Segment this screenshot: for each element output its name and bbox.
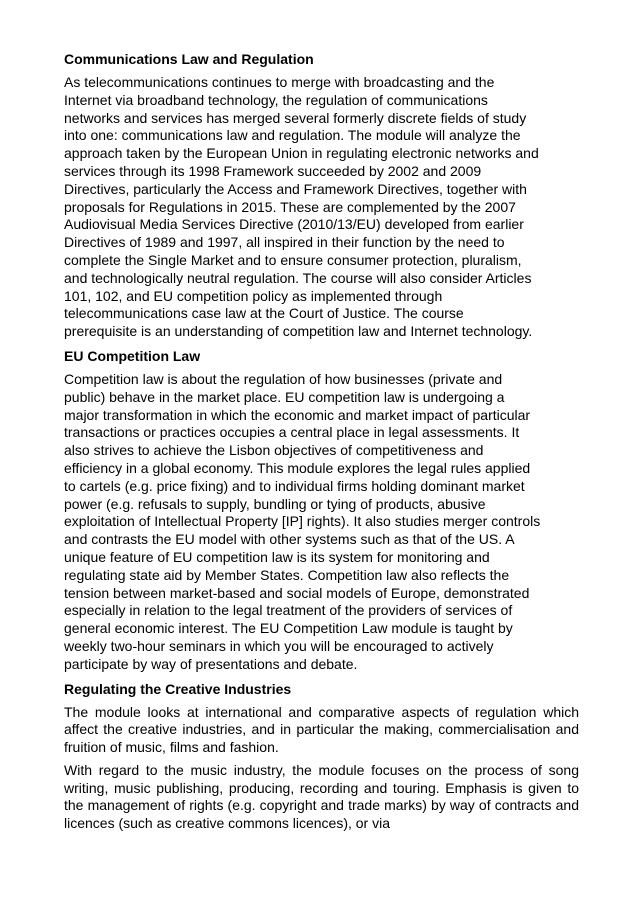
section-heading: EU Competition Law — [64, 347, 201, 364]
section-heading: Communications Law and Regulation — [64, 51, 314, 67]
section-creative-industries — [64, 679, 579, 834]
section-heading: Regulating the Creative Industries — [64, 680, 292, 697]
section-paragraph: Competition law is about the regulation of how businesses (private and public) behave in the market place. EU competition law is undergoing a major transformation in which the economic and market impact of particular transactions or practices occupies a central place in legal assessments. It also strives to achieve the Lisbon objectives of competitiveness and efficiency in a global economy. This module explores the legal rules applied to cartels (e.g. price fixing) and to individual firms holding dominant market power (e.g. refusals to supply, bundling or tying of products, abusive exploitation of Intellectual Property [IP] rights). It also studies merger controls and contrasts the EU model with other systems such as that of the US. A unique feature of EU competition law is its system for monitoring and regulating state aid by Member States. Competition law also reflects the tension between market-based and social models of Europe, demonstrated especially in relation to the legal treatment of the providers of services of general economic interest. The EU Competition Law module is taught by weekly two-hour seminars in which you will be encouraged to actively participate by way of presentations and debate. — [64, 370, 541, 672]
section-paragraph: The module looks at international and comparative aspects of regulation which affect the creative industries, and in particular the making, commercialisation and fruition of music, films and fashion. — [64, 703, 579, 756]
document-page — [64, 49, 579, 838]
section-paragraph: With regard to the music industry, the module focuses on the process of song writing, music publishing, producing, recording and touring. Emphasis is given to the management of rights (e.g. copyright and trade marks) by way of contracts and licences (such as creative commons licences), or via — [64, 761, 579, 832]
section-paragraph: As telecommunications continues to merge with broadcasting and the Internet via broadband technology, the regulation of communications networks and services has merged several formerly discrete fields of study into one: communications law and regulation. The module will analyze the approach taken by the European Union in regulating electronic networks and services through its 1998 Framework succeeded by 2002 and 2009 Directives, particularly the Access and Framework Directives, together with proposals for Regulations in 2015. These are complemented by the 2007 Audiovisual Media Services Directive (2010/13/EU) developed from earlier Directives of 1989 and 1997, all inspired in their function by the need to complete the Single Market and to ensure consumer protection, pluralism, and technologically neutral regulation. The course will also consider Articles 101, 102, and EU competition policy as implemented through telecommunications case law at the Court of Justice. The course prerequisite is an understanding of competition law and Internet technology. — [64, 74, 539, 340]
section-communications-law — [64, 49, 579, 341]
section-eu-competition-law — [64, 346, 579, 674]
